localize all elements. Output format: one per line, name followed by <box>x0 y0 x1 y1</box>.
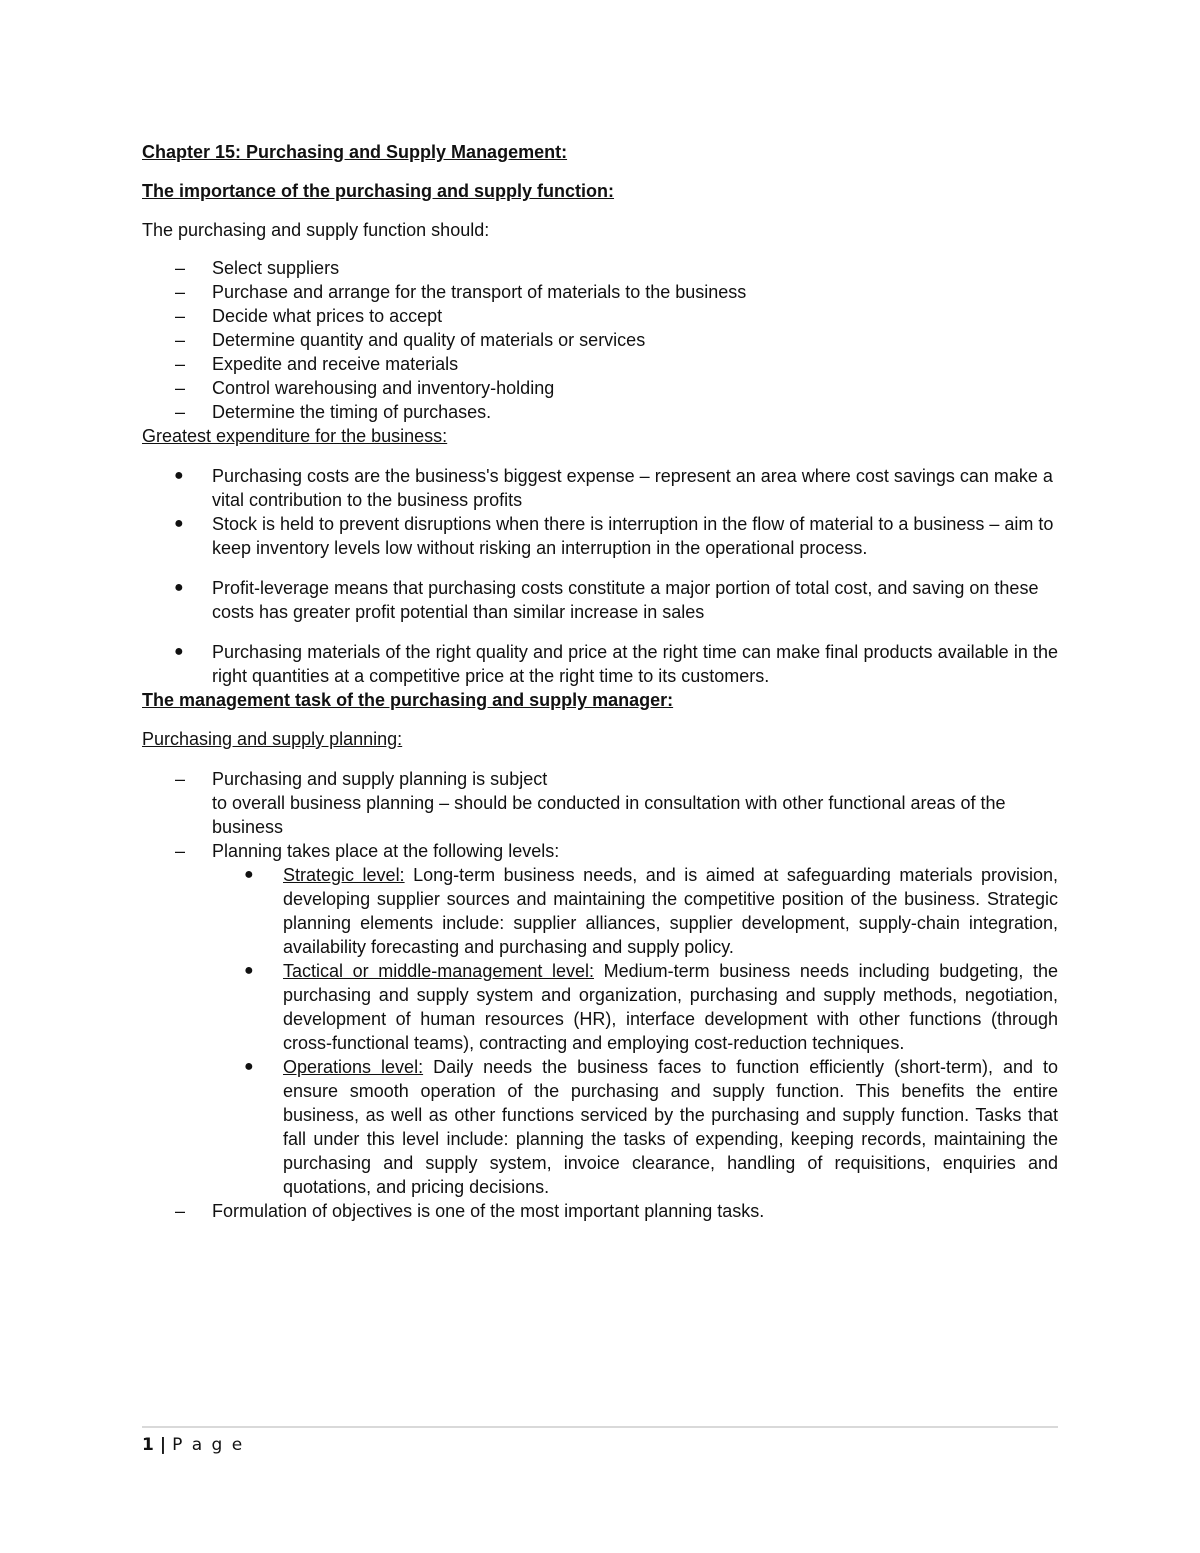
list-item: – Purchasing and supply planning is subject to overall business planning – should be conducted in consultation with other functional areas of the business <box>175 769 1006 837</box>
section-intro: The purchasing and supply function should: <box>142 220 490 240</box>
dash-marker: – <box>175 282 186 302</box>
list-item: – Planning takes place at the following levels: ● Strategic level: Long-term business needs, and is aimed at safeguarding materials provision, developing supplier sources and maintaining the competitive position of the business. Strategic planning elements include: supplier alliances, supplier development, supply-chain integration, availability forecasting and purchasing and supply policy. ● Tactical or middle-management level: Medium-term business needs including budgeting, the purchasing and supply system and organization, purchasing and supply methods, negotiation, development of human resources (HR), interface development with other functions (through cross-functional teams), contracting and employing cost-reduction techniques. ● Operations level: Daily needs the business faces to function efficiently (short-term), and to ensure smooth operation of the purchasing and supply function. This benefits the entire business, as well as other functions serviced by the purchasing and supply function. Tasks that fall under this level include: planning the tasks of expending, keeping records, maintaining the purchasing and supply system, invoice clearance, handling of requisitions, enquiries and quotations, and pricing decisions. <box>142 839 1058 1199</box>
sub-heading-expenditure: Greatest expenditure for the business: <box>142 426 448 446</box>
list-item: – Determine the timing of purchases. <box>175 402 492 422</box>
page-number: 1 <box>142 1435 156 1455</box>
dash-marker: – <box>175 354 186 374</box>
level-label: Strategic level: <box>283 865 405 885</box>
dash-marker: – <box>175 258 186 278</box>
planning-list <box>142 767 1058 1223</box>
list-item: – Control warehousing and inventory-holding <box>175 378 555 398</box>
list-item: ● Strategic level: Long-term business needs, and is aimed at safeguarding materials provision, developing supplier sources and maintaining the competitive position of the business. Strategic planning elements include: supplier alliances, supplier development, supply-chain integration, availability forecasting and purchasing and supply policy. <box>244 865 1059 957</box>
dash-marker: – <box>175 330 186 350</box>
footer-separator: | <box>159 1435 169 1455</box>
footer-divider <box>142 1426 1058 1428</box>
list-item: – Decide what prices to accept <box>175 306 443 326</box>
sub-heading-planning: Purchasing and supply planning: <box>142 729 403 749</box>
bullet-marker: ● <box>174 643 184 660</box>
list-item: ● Profit-leverage means that purchasing costs constitute a major portion of total cost, and saving on these costs has greater profit potential than similar increase in sales <box>174 578 1039 622</box>
bullet-marker: ● <box>244 1058 254 1075</box>
section-heading-management: The management task of the purchasing and supply manager: <box>142 690 674 710</box>
bullet-marker: ● <box>244 866 254 883</box>
bullet-marker: ● <box>244 962 254 979</box>
level-label: Tactical or middle-management level: <box>283 961 594 981</box>
list-item: ● Operations level: Daily needs the business faces to function efficiently (short-term), and to ensure smooth operation of the purchasing and supply function. This benefits the entire business, as well as other functions serviced by the purchasing and supply function. Tasks that fall under this level include: planning the tasks of expending, keeping records, maintaining the purchasing and supply system, invoice clearance, handling of requisitions, enquiries and quotations, and pricing decisions. <box>244 1057 1058 1197</box>
chapter-title: Chapter 15: Purchasing and Supply Management: <box>142 142 568 162</box>
list-item: – Select suppliers <box>175 258 340 278</box>
dash-marker: – <box>175 841 186 861</box>
list-item: – Purchase and arrange for the transport of materials to the business <box>175 282 747 302</box>
list-item: ● Stock is held to prevent disruptions when there is interruption in the flow of material to a business – aim to keep inventory levels low without risking an interruption in the operational process. <box>174 514 1054 558</box>
dash-marker: – <box>175 769 186 789</box>
dash-marker: – <box>175 306 186 326</box>
document-page <box>142 140 1058 1223</box>
bullet-marker: ● <box>174 579 184 596</box>
bullet-marker: ● <box>174 515 184 532</box>
page-footer <box>142 1433 244 1457</box>
dash-marker: – <box>175 1201 186 1221</box>
list-item: ● Purchasing materials of the right quality and price at the right time can make final products available in the right quantities at a competitive price at the right time to its customers. <box>174 642 1058 686</box>
page-label: P a g e <box>172 1435 245 1455</box>
list-item: ● Purchasing costs are the business's biggest expense – represent an area where cost savings can make a vital contribution to the business profits <box>174 466 1053 510</box>
expenditure-bullets <box>142 464 1058 688</box>
dash-marker: – <box>175 378 186 398</box>
planning-levels <box>142 863 1058 1199</box>
dash-marker: – <box>175 402 186 422</box>
list-item: – Determine quantity and quality of materials or services <box>175 330 646 350</box>
list-item: – Formulation of objectives is one of the most important planning tasks. <box>175 1201 765 1221</box>
section-heading-importance: The importance of the purchasing and supply function: <box>142 181 615 201</box>
bullet-marker: ● <box>174 467 184 484</box>
level-label: Operations level: <box>283 1057 424 1077</box>
list-item: ● Tactical or middle-management level: Medium-term business needs including budgeting, the purchasing and supply system and organization, purchasing and supply methods, negotiation, development of human resources (HR), interface development with other functions (through cross-functional teams), contracting and employing cost-reduction techniques. <box>244 961 1058 1053</box>
list-item: – Expedite and receive materials <box>175 354 459 374</box>
function-list <box>142 256 1058 424</box>
